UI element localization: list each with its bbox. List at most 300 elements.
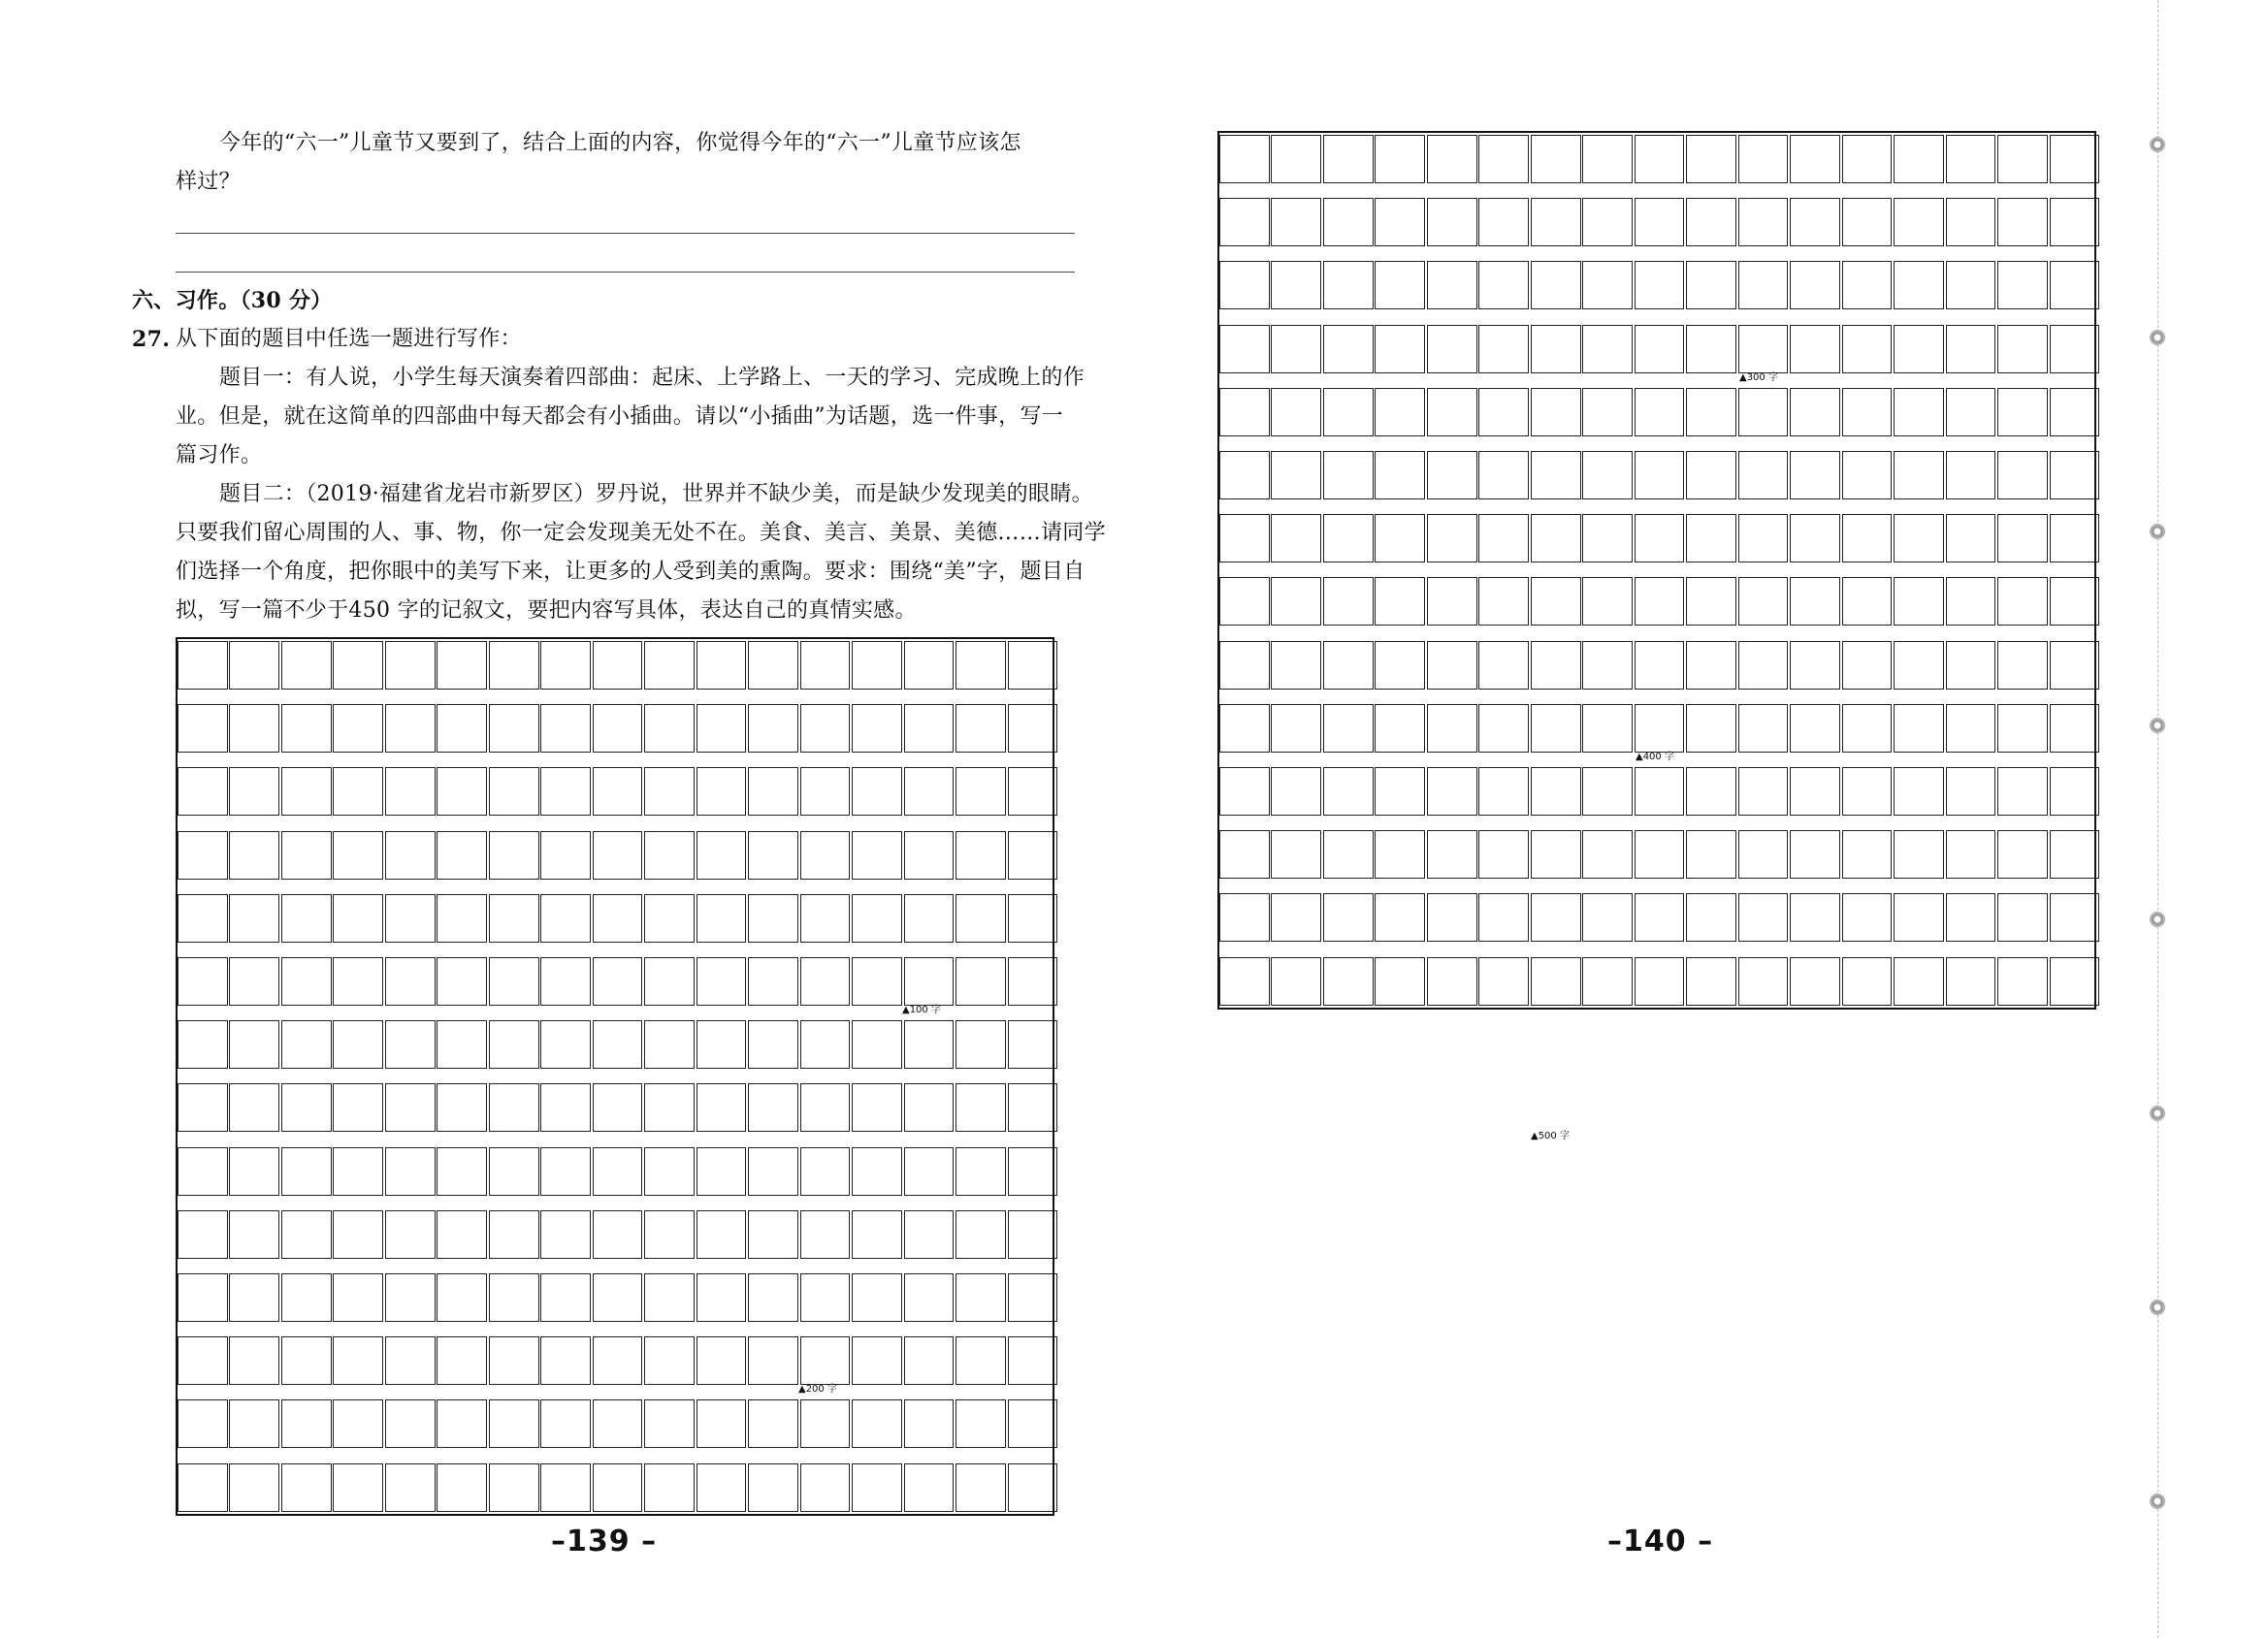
grid-cell[interactable] (229, 704, 279, 753)
grid-cell[interactable] (1635, 135, 1685, 183)
grid-cell[interactable] (178, 1336, 228, 1385)
grid-cell[interactable] (1531, 388, 1581, 436)
grid-cell[interactable] (1531, 641, 1581, 690)
grid-cell[interactable] (1271, 135, 1321, 183)
grid-cell[interactable] (852, 1273, 902, 1322)
grid-cell[interactable] (800, 1147, 851, 1196)
grid-cell[interactable] (593, 1463, 643, 1512)
grid-cell[interactable] (1738, 388, 1789, 436)
grid-cell[interactable] (1271, 198, 1321, 246)
grid-cell[interactable] (437, 1020, 487, 1069)
grid-cell[interactable] (1686, 514, 1736, 562)
grid-cell[interactable] (800, 831, 851, 880)
grid-cell[interactable] (593, 1083, 643, 1132)
grid-cell[interactable] (1219, 704, 1270, 753)
grid-cell[interactable] (644, 831, 695, 880)
grid-cell[interactable] (385, 641, 436, 690)
grid-cell[interactable] (1842, 704, 1893, 753)
grid-cell[interactable] (1582, 830, 1633, 879)
grid-cell[interactable] (904, 1020, 955, 1069)
grid-cell[interactable] (385, 1210, 436, 1259)
grid-cell[interactable] (2050, 641, 2100, 690)
grid-cell[interactable] (697, 894, 747, 943)
grid-cell[interactable] (1946, 451, 1996, 499)
grid-cell[interactable] (644, 1399, 695, 1448)
grid-cell[interactable] (489, 1273, 539, 1322)
grid-cell[interactable] (644, 1020, 695, 1069)
grid-cell[interactable] (1427, 388, 1477, 436)
grid-cell[interactable] (229, 641, 279, 690)
grid-cell[interactable] (437, 831, 487, 880)
grid-cell[interactable] (1894, 641, 1944, 690)
grid-cell[interactable] (1271, 767, 1321, 816)
grid-cell[interactable] (178, 1020, 228, 1069)
grid-cell[interactable] (385, 957, 436, 1006)
grid-cell[interactable] (1219, 325, 1270, 373)
grid-cell[interactable] (904, 1463, 955, 1512)
grid-cell[interactable] (748, 1210, 798, 1259)
grid-cell[interactable] (1531, 704, 1581, 753)
grid-cell[interactable] (1427, 135, 1477, 183)
grid-cell[interactable] (1323, 198, 1374, 246)
grid-cell[interactable] (1842, 325, 1893, 373)
grid-cell[interactable] (748, 1147, 798, 1196)
grid-cell[interactable] (1478, 388, 1529, 436)
grid-cell[interactable] (489, 1020, 539, 1069)
grid-cell[interactable] (852, 1336, 902, 1385)
grid-cell[interactable] (1375, 830, 1425, 879)
grid-cell[interactable] (385, 767, 436, 816)
grid-cell[interactable] (1946, 261, 1996, 309)
grid-cell[interactable] (1427, 577, 1477, 626)
grid-cell[interactable] (281, 641, 332, 690)
grid-cell[interactable] (1842, 514, 1893, 562)
grid-cell[interactable] (1582, 261, 1633, 309)
grid-cell[interactable] (281, 957, 332, 1006)
grid-cell[interactable] (229, 1463, 279, 1512)
grid-cell[interactable] (644, 641, 695, 690)
grid-cell[interactable] (1686, 957, 1736, 1006)
grid-cell[interactable] (904, 704, 955, 753)
grid-cell[interactable] (956, 1210, 1006, 1259)
grid-cell[interactable] (800, 1020, 851, 1069)
grid-cell[interactable] (1997, 388, 2048, 436)
grid-cell[interactable] (333, 641, 383, 690)
grid-cell[interactable] (489, 1336, 539, 1385)
grid-cell[interactable] (956, 831, 1006, 880)
grid-cell[interactable] (1686, 325, 1736, 373)
grid-cell[interactable] (1686, 198, 1736, 246)
grid-cell[interactable] (1375, 641, 1425, 690)
grid-cell[interactable] (593, 1336, 643, 1385)
grid-cell[interactable] (1842, 451, 1893, 499)
grid-cell[interactable] (281, 1336, 332, 1385)
grid-cell[interactable] (1427, 325, 1477, 373)
grid-cell[interactable] (1582, 388, 1633, 436)
grid-cell[interactable] (1375, 451, 1425, 499)
grid-cell[interactable] (1946, 577, 1996, 626)
grid-cell[interactable] (437, 704, 487, 753)
grid-cell[interactable] (852, 1020, 902, 1069)
grid-cell[interactable] (1427, 451, 1477, 499)
grid-cell[interactable] (1582, 198, 1633, 246)
grid-cell[interactable] (1271, 641, 1321, 690)
grid-cell[interactable] (1219, 830, 1270, 879)
grid-cell[interactable] (956, 1147, 1006, 1196)
grid-cell[interactable] (229, 831, 279, 880)
grid-cell[interactable] (1219, 957, 1270, 1006)
grid-cell[interactable] (489, 641, 539, 690)
grid-cell[interactable] (1478, 198, 1529, 246)
grid-cell[interactable] (229, 1399, 279, 1448)
grid-cell[interactable] (1894, 388, 1944, 436)
grid-cell[interactable] (2050, 514, 2100, 562)
grid-cell[interactable] (2050, 135, 2100, 183)
grid-cell[interactable] (1271, 830, 1321, 879)
grid-cell[interactable] (540, 641, 591, 690)
grid-cell[interactable] (852, 704, 902, 753)
grid-cell[interactable] (1323, 388, 1374, 436)
grid-cell[interactable] (437, 1210, 487, 1259)
grid-cell[interactable] (1686, 577, 1736, 626)
grid-cell[interactable] (1219, 767, 1270, 816)
grid-cell[interactable] (1790, 325, 1840, 373)
grid-cell[interactable] (229, 1336, 279, 1385)
grid-cell[interactable] (1427, 704, 1477, 753)
grid-cell[interactable] (1635, 767, 1685, 816)
answer-line-2[interactable] (176, 272, 1075, 273)
grid-cell[interactable] (1478, 767, 1529, 816)
grid-cell[interactable] (178, 1083, 228, 1132)
grid-cell[interactable] (644, 704, 695, 753)
grid-cell[interactable] (1946, 704, 1996, 753)
grid-cell[interactable] (229, 1147, 279, 1196)
grid-cell[interactable] (281, 1210, 332, 1259)
grid-cell[interactable] (1635, 957, 1685, 1006)
grid-cell[interactable] (1997, 893, 2048, 942)
grid-cell[interactable] (1842, 893, 1893, 942)
grid-cell[interactable] (1790, 451, 1840, 499)
grid-cell[interactable] (489, 1083, 539, 1132)
grid-cell[interactable] (1427, 261, 1477, 309)
grid-cell[interactable] (1946, 514, 1996, 562)
grid-cell[interactable] (2050, 767, 2100, 816)
grid-cell[interactable] (437, 1399, 487, 1448)
grid-cell[interactable] (385, 1147, 436, 1196)
grid-cell[interactable] (333, 1020, 383, 1069)
grid-cell[interactable] (540, 1336, 591, 1385)
grid-cell[interactable] (1790, 641, 1840, 690)
grid-cell[interactable] (437, 1083, 487, 1132)
grid-cell[interactable] (1997, 198, 2048, 246)
grid-cell[interactable] (1842, 641, 1893, 690)
grid-cell[interactable] (1790, 135, 1840, 183)
grid-cell[interactable] (1375, 261, 1425, 309)
grid-cell[interactable] (1738, 261, 1789, 309)
grid-cell[interactable] (540, 1083, 591, 1132)
grid-cell[interactable] (540, 1399, 591, 1448)
grid-cell[interactable] (852, 1083, 902, 1132)
grid-cell[interactable] (1997, 704, 2048, 753)
grid-cell[interactable] (2050, 704, 2100, 753)
grid-cell[interactable] (1478, 135, 1529, 183)
grid-cell[interactable] (1738, 514, 1789, 562)
grid-cell[interactable] (593, 1210, 643, 1259)
grid-cell[interactable] (748, 1083, 798, 1132)
grid-cell[interactable] (1008, 1147, 1058, 1196)
grid-cell[interactable] (281, 831, 332, 880)
grid-cell[interactable] (1946, 388, 1996, 436)
grid-cell[interactable] (178, 1399, 228, 1448)
grid-cell[interactable] (1008, 704, 1058, 753)
grid-cell[interactable] (956, 1399, 1006, 1448)
grid-cell[interactable] (1686, 641, 1736, 690)
grid-cell[interactable] (1478, 325, 1529, 373)
grid-cell[interactable] (1635, 830, 1685, 879)
grid-cell[interactable] (1008, 894, 1058, 943)
grid-cell[interactable] (904, 894, 955, 943)
grid-cell[interactable] (1375, 514, 1425, 562)
grid-cell[interactable] (852, 1463, 902, 1512)
grid-cell[interactable] (1790, 514, 1840, 562)
grid-cell[interactable] (1427, 198, 1477, 246)
grid-cell[interactable] (385, 1399, 436, 1448)
grid-cell[interactable] (1946, 325, 1996, 373)
grid-cell[interactable] (1478, 830, 1529, 879)
grid-cell[interactable] (852, 641, 902, 690)
grid-cell[interactable] (540, 767, 591, 816)
grid-cell[interactable] (1894, 767, 1944, 816)
grid-cell[interactable] (593, 957, 643, 1006)
grid-cell[interactable] (1323, 514, 1374, 562)
grid-cell[interactable] (1427, 767, 1477, 816)
grid-cell[interactable] (1008, 1210, 1058, 1259)
grid-cell[interactable] (1790, 704, 1840, 753)
grid-cell[interactable] (852, 1399, 902, 1448)
grid-cell[interactable] (1323, 830, 1374, 879)
grid-cell[interactable] (1008, 831, 1058, 880)
grid-cell[interactable] (1478, 261, 1529, 309)
grid-cell[interactable] (697, 641, 747, 690)
grid-cell[interactable] (904, 1210, 955, 1259)
grid-cell[interactable] (1531, 957, 1581, 1006)
grid-cell[interactable] (1842, 135, 1893, 183)
answer-line-1[interactable] (176, 233, 1075, 234)
grid-cell[interactable] (1008, 1463, 1058, 1512)
grid-cell[interactable] (1323, 261, 1374, 309)
grid-cell[interactable] (1427, 957, 1477, 1006)
grid-cell[interactable] (540, 831, 591, 880)
grid-cell[interactable] (1582, 957, 1633, 1006)
grid-cell[interactable] (1375, 704, 1425, 753)
grid-cell[interactable] (437, 1147, 487, 1196)
grid-cell[interactable] (800, 957, 851, 1006)
grid-cell[interactable] (1375, 325, 1425, 373)
grid-cell[interactable] (333, 894, 383, 943)
grid-cell[interactable] (489, 1147, 539, 1196)
grid-cell[interactable] (1008, 1273, 1058, 1322)
grid-cell[interactable] (1738, 577, 1789, 626)
grid-cell[interactable] (1582, 325, 1633, 373)
grid-cell[interactable] (697, 704, 747, 753)
grid-cell[interactable] (1997, 514, 2048, 562)
grid-cell[interactable] (1738, 957, 1789, 1006)
grid-cell[interactable] (1478, 514, 1529, 562)
grid-cell[interactable] (1946, 893, 1996, 942)
grid-cell[interactable] (956, 957, 1006, 1006)
grid-cell[interactable] (1946, 198, 1996, 246)
grid-cell[interactable] (1894, 198, 1944, 246)
grid-cell[interactable] (1738, 641, 1789, 690)
grid-cell[interactable] (385, 894, 436, 943)
grid-cell[interactable] (1738, 830, 1789, 879)
grid-cell[interactable] (697, 1020, 747, 1069)
grid-cell[interactable] (800, 704, 851, 753)
grid-cell[interactable] (333, 1210, 383, 1259)
grid-cell[interactable] (540, 957, 591, 1006)
grid-cell[interactable] (956, 641, 1006, 690)
grid-cell[interactable] (956, 1463, 1006, 1512)
grid-cell[interactable] (1219, 514, 1270, 562)
grid-cell[interactable] (1271, 514, 1321, 562)
grid-cell[interactable] (1531, 325, 1581, 373)
grid-cell[interactable] (229, 1020, 279, 1069)
grid-cell[interactable] (1375, 577, 1425, 626)
grid-cell[interactable] (178, 1273, 228, 1322)
grid-cell[interactable] (1997, 641, 2048, 690)
grid-cell[interactable] (333, 1336, 383, 1385)
grid-cell[interactable] (748, 767, 798, 816)
grid-cell[interactable] (385, 1083, 436, 1132)
grid-cell[interactable] (489, 831, 539, 880)
grid-cell[interactable] (1219, 893, 1270, 942)
grid-cell[interactable] (956, 1083, 1006, 1132)
grid-cell[interactable] (2050, 388, 2100, 436)
grid-cell[interactable] (540, 1147, 591, 1196)
grid-cell[interactable] (1008, 641, 1058, 690)
grid-cell[interactable] (281, 1083, 332, 1132)
grid-cell[interactable] (1582, 451, 1633, 499)
grid-cell[interactable] (644, 1336, 695, 1385)
grid-cell[interactable] (1790, 893, 1840, 942)
grid-cell[interactable] (644, 1273, 695, 1322)
grid-cell[interactable] (1997, 135, 2048, 183)
grid-cell[interactable] (1997, 957, 2048, 1006)
grid-cell[interactable] (1531, 198, 1581, 246)
grid-cell[interactable] (593, 894, 643, 943)
grid-cell[interactable] (644, 894, 695, 943)
grid-cell[interactable] (1478, 893, 1529, 942)
grid-cell[interactable] (1842, 261, 1893, 309)
grid-cell[interactable] (748, 1463, 798, 1512)
grid-cell[interactable] (1894, 893, 1944, 942)
grid-cell[interactable] (1635, 577, 1685, 626)
grid-cell[interactable] (1271, 577, 1321, 626)
grid-cell[interactable] (800, 1336, 851, 1385)
grid-cell[interactable] (1531, 514, 1581, 562)
grid-cell[interactable] (644, 767, 695, 816)
grid-cell[interactable] (178, 1463, 228, 1512)
grid-cell[interactable] (540, 1210, 591, 1259)
grid-cell[interactable] (489, 894, 539, 943)
grid-cell[interactable] (1738, 198, 1789, 246)
grid-cell[interactable] (904, 831, 955, 880)
grid-cell[interactable] (437, 894, 487, 943)
grid-cell[interactable] (1894, 261, 1944, 309)
grid-cell[interactable] (1842, 830, 1893, 879)
grid-cell[interactable] (697, 1336, 747, 1385)
grid-cell[interactable] (956, 704, 1006, 753)
grid-cell[interactable] (1686, 830, 1736, 879)
grid-cell[interactable] (852, 831, 902, 880)
grid-cell[interactable] (748, 1020, 798, 1069)
grid-cell[interactable] (748, 831, 798, 880)
grid-cell[interactable] (1946, 830, 1996, 879)
grid-cell[interactable] (229, 1273, 279, 1322)
grid-cell[interactable] (852, 1210, 902, 1259)
grid-cell[interactable] (540, 1463, 591, 1512)
grid-cell[interactable] (697, 957, 747, 1006)
grid-cell[interactable] (178, 1210, 228, 1259)
grid-cell[interactable] (333, 1463, 383, 1512)
grid-cell[interactable] (1427, 830, 1477, 879)
grid-cell[interactable] (1531, 261, 1581, 309)
grid-cell[interactable] (1323, 577, 1374, 626)
grid-cell[interactable] (385, 1273, 436, 1322)
grid-cell[interactable] (904, 1273, 955, 1322)
grid-cell[interactable] (956, 894, 1006, 943)
grid-cell[interactable] (1894, 704, 1944, 753)
grid-cell[interactable] (1790, 577, 1840, 626)
grid-cell[interactable] (281, 1463, 332, 1512)
grid-cell[interactable] (540, 1020, 591, 1069)
grid-cell[interactable] (1375, 135, 1425, 183)
grid-cell[interactable] (800, 767, 851, 816)
grid-cell[interactable] (1790, 198, 1840, 246)
grid-cell[interactable] (437, 1463, 487, 1512)
grid-cell[interactable] (1635, 514, 1685, 562)
grid-cell[interactable] (489, 704, 539, 753)
grid-cell[interactable] (1219, 451, 1270, 499)
grid-cell[interactable] (1271, 261, 1321, 309)
grid-cell[interactable] (540, 1273, 591, 1322)
grid-cell[interactable] (748, 1399, 798, 1448)
grid-cell[interactable] (593, 704, 643, 753)
grid-cell[interactable] (1582, 514, 1633, 562)
grid-cell[interactable] (1219, 135, 1270, 183)
grid-cell[interactable] (1635, 451, 1685, 499)
grid-cell[interactable] (1997, 577, 2048, 626)
grid-cell[interactable] (1635, 704, 1685, 753)
grid-cell[interactable] (1375, 388, 1425, 436)
grid-cell[interactable] (1323, 641, 1374, 690)
grid-cell[interactable] (2050, 577, 2100, 626)
grid-cell[interactable] (1531, 830, 1581, 879)
grid-cell[interactable] (178, 831, 228, 880)
grid-cell[interactable] (904, 1147, 955, 1196)
grid-cell[interactable] (1323, 767, 1374, 816)
grid-cell[interactable] (593, 1147, 643, 1196)
grid-cell[interactable] (1686, 704, 1736, 753)
grid-cell[interactable] (1686, 451, 1736, 499)
grid-cell[interactable] (1635, 388, 1685, 436)
grid-cell[interactable] (1582, 577, 1633, 626)
grid-cell[interactable] (178, 767, 228, 816)
grid-cell[interactable] (385, 704, 436, 753)
grid-cell[interactable] (748, 641, 798, 690)
grid-cell[interactable] (1219, 198, 1270, 246)
grid-cell[interactable] (1686, 261, 1736, 309)
